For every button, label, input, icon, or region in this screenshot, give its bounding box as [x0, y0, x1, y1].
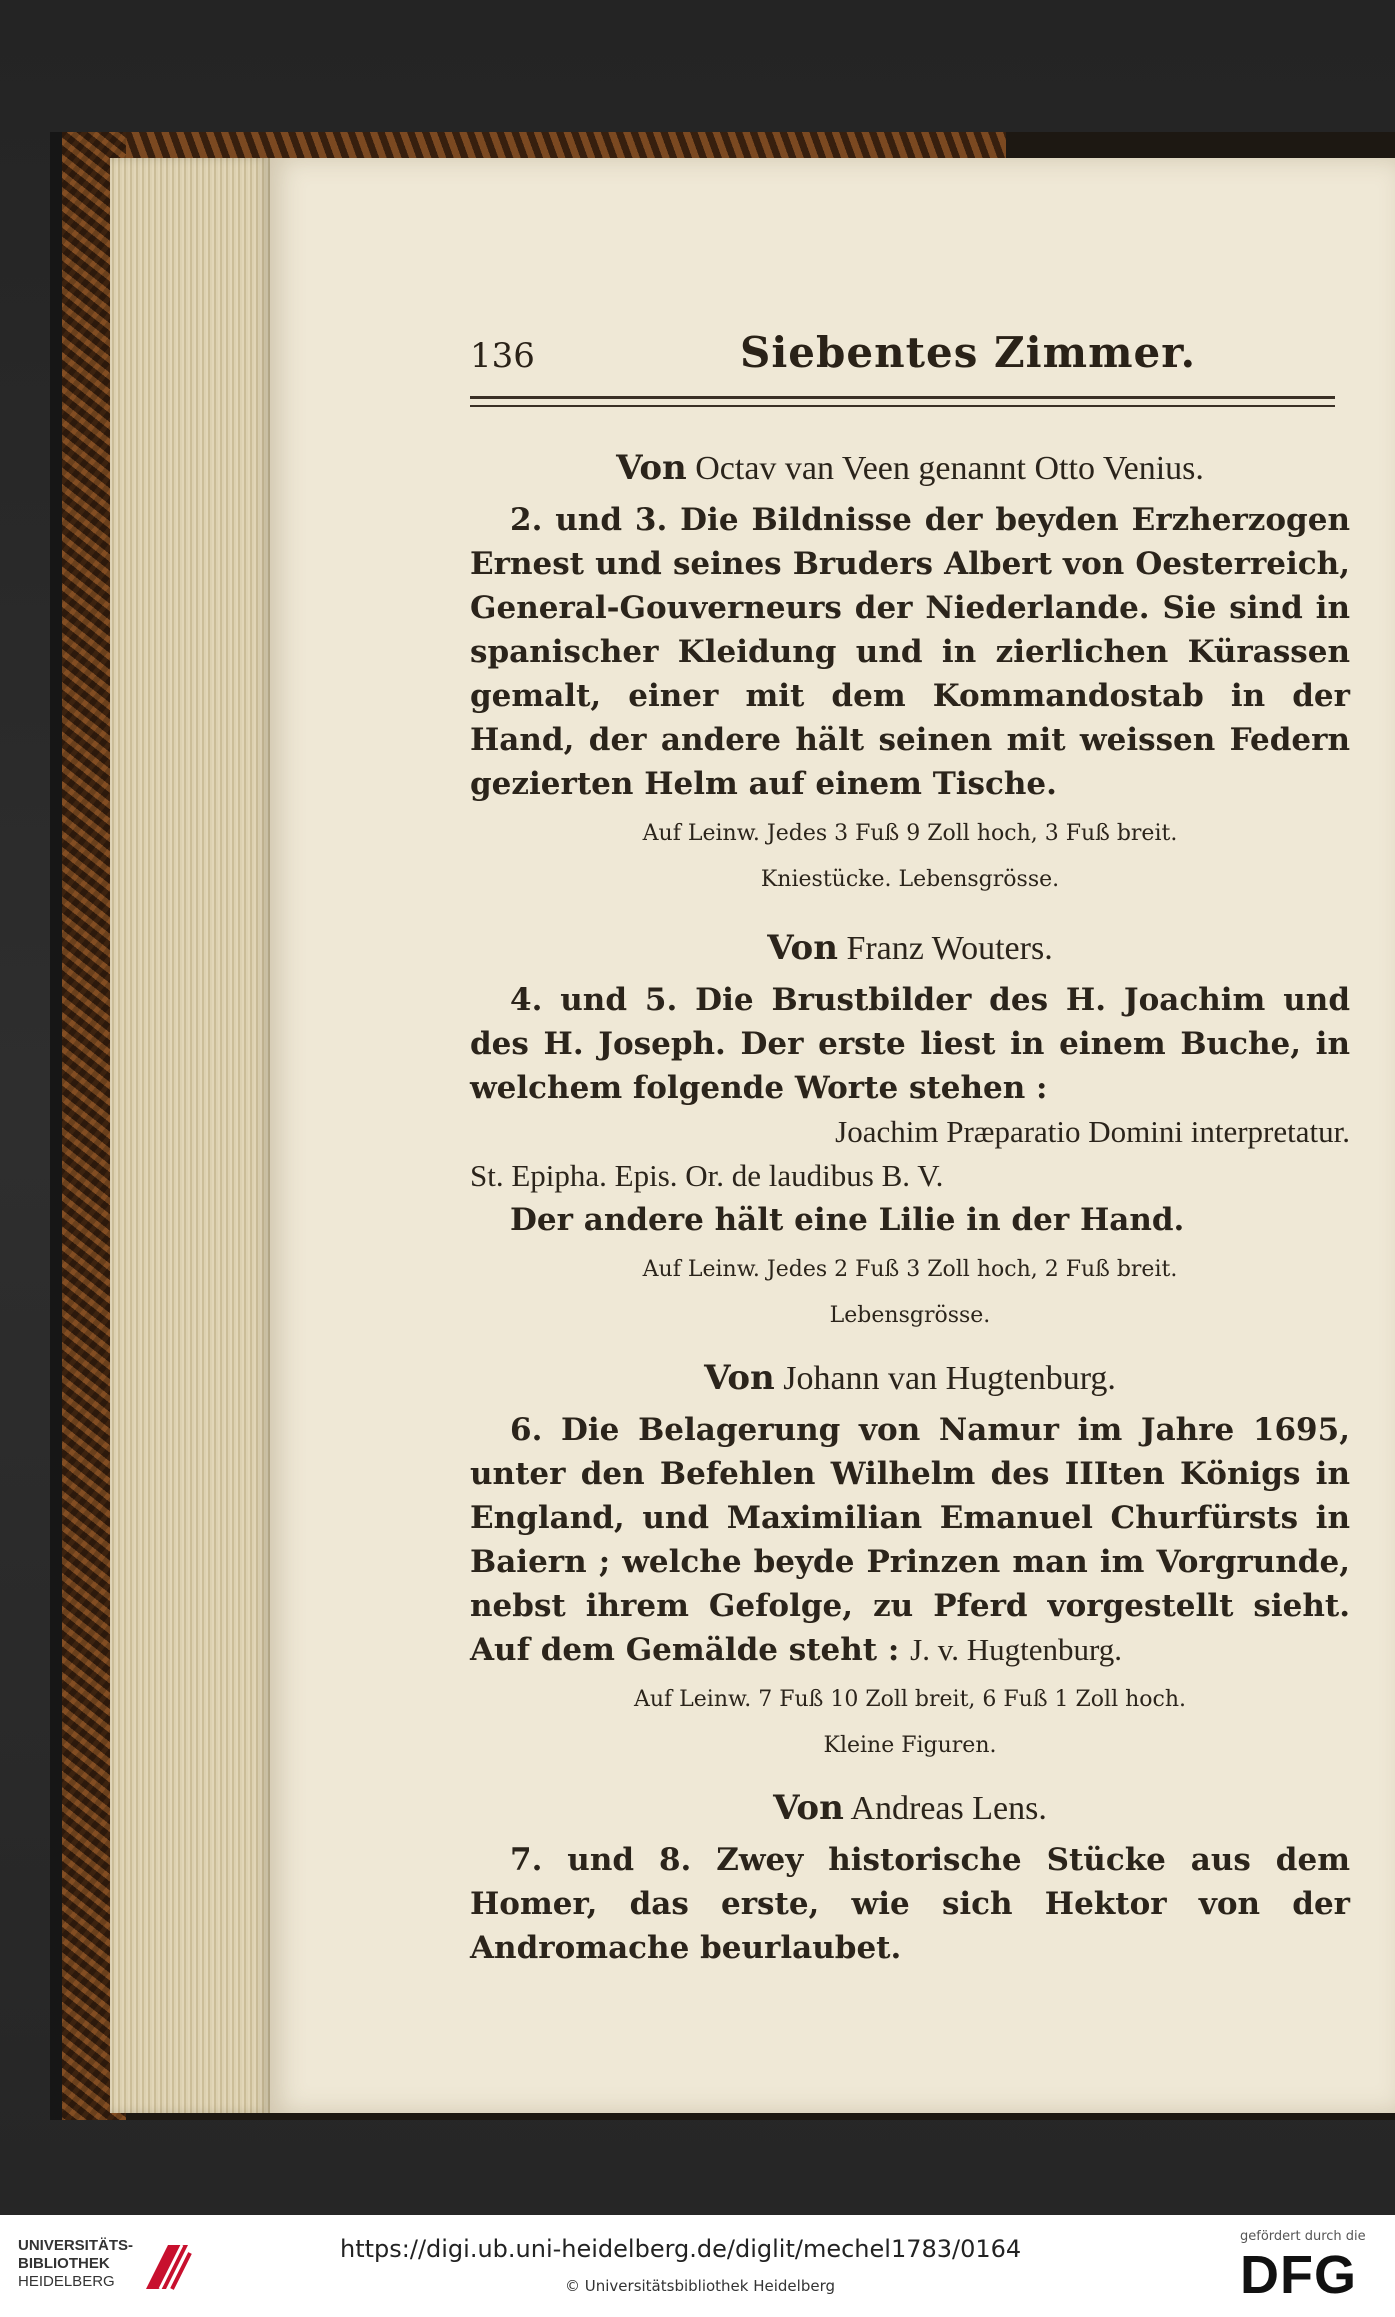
- header-rule: [470, 396, 1335, 407]
- section-note: Auf Leinw. 7 Fuß 10 Zoll breit, 6 Fuß 1 Zoll hoch.: [633, 1687, 1186, 1712]
- latin-quote: St. Epipha. Epis. Or. de laudibus B. V.: [470, 1158, 944, 1193]
- funding-note: gefördert durch die: [1240, 2229, 1366, 2244]
- section-heading: Von Johann van Hugtenburg.: [704, 1358, 1116, 1398]
- section-text: 4. und 5. Die Brustbilder des H. Joachim und des H. Joseph. Der erste liest in einem Buche, in welchem folgende Worte stehen :: [470, 982, 1350, 1106]
- section-text: 7. und 8. Zwey historische Stücke aus dem Homer, das erste, wie sich Hektor von der Andromache beurlaubet.: [470, 1842, 1350, 1966]
- latin-quote: Joachim Præparatio Domini interpretatur.: [835, 1114, 1350, 1149]
- section-heading: Von Andreas Lens.: [773, 1788, 1047, 1828]
- page-content: [470, 430, 1350, 1970]
- book-spine: [50, 132, 62, 2120]
- running-head: [470, 328, 1350, 388]
- page-number: 136: [470, 336, 535, 376]
- library-logo[interactable]: UNIVERSITÄTS- BIBLIOTHEK HEIDELBERG: [18, 2237, 134, 2290]
- dfg-logo[interactable]: DFG: [1240, 2245, 1357, 2305]
- section-note: Auf Leinw. Jedes 2 Fuß 3 Zoll hoch, 2 Fuß breit.: [642, 1257, 1178, 1282]
- section-text: 6. Die Belagerung von Namur im Jahre 1695, unter den Befehlen Wilhelm des IIIten Königs in England, und Maximilian Emanuel Churfürsts in Baiern ; welche beyde Prinzen man im Vorgrunde, nebst ihrem Gefolge, zu Pferd vorgestellt sieht. Auf dem Gemälde steht : J. v. Hugtenburg.: [470, 1412, 1350, 1668]
- library-mark-icon: [140, 2237, 194, 2295]
- section-note: Kniestücke. Lebensgrösse.: [760, 867, 1060, 892]
- page-edges: [110, 158, 270, 2113]
- section-heading: Von Franz Wouters.: [767, 928, 1053, 968]
- section-note: Kleine Figuren.: [823, 1733, 997, 1758]
- page-url-link[interactable]: https://digi.ub.uni-heidelberg.de/diglit/mechel1783/0164: [340, 2235, 1022, 2263]
- section-heading: Von Octav van Veen genannt Otto Venius.: [616, 448, 1204, 488]
- running-head-title: Siebentes Zimmer.: [740, 328, 1197, 377]
- signature-text: J. v. Hugtenburg.: [910, 1632, 1122, 1667]
- footer-bar: [0, 2215, 1395, 2317]
- section-text: 2. und 3. Die Bildnisse der beyden Erzherzogen Ernest und seines Bruders Albert von Oesterreich, General-Gouverneurs der Niederlande. Sie sind in spanischer Kleidung und in zierlichen Kürassen gemalt, einer mit dem Kommandostab in der Hand, der andere hält seinen mit weissen Federn gezierten Helm auf einem Tische.: [470, 502, 1350, 802]
- section-note: Auf Leinw. Jedes 3 Fuß 9 Zoll hoch, 3 Fuß breit.: [642, 821, 1178, 846]
- marbled-cover-top: [126, 132, 1006, 158]
- section-note: Lebensgrösse.: [829, 1303, 991, 1328]
- copyright-text: © Universitätsbibliothek Heidelberg: [565, 2277, 836, 2295]
- section-text: Der andere hält eine Lilie in der Hand.: [510, 1202, 1185, 1238]
